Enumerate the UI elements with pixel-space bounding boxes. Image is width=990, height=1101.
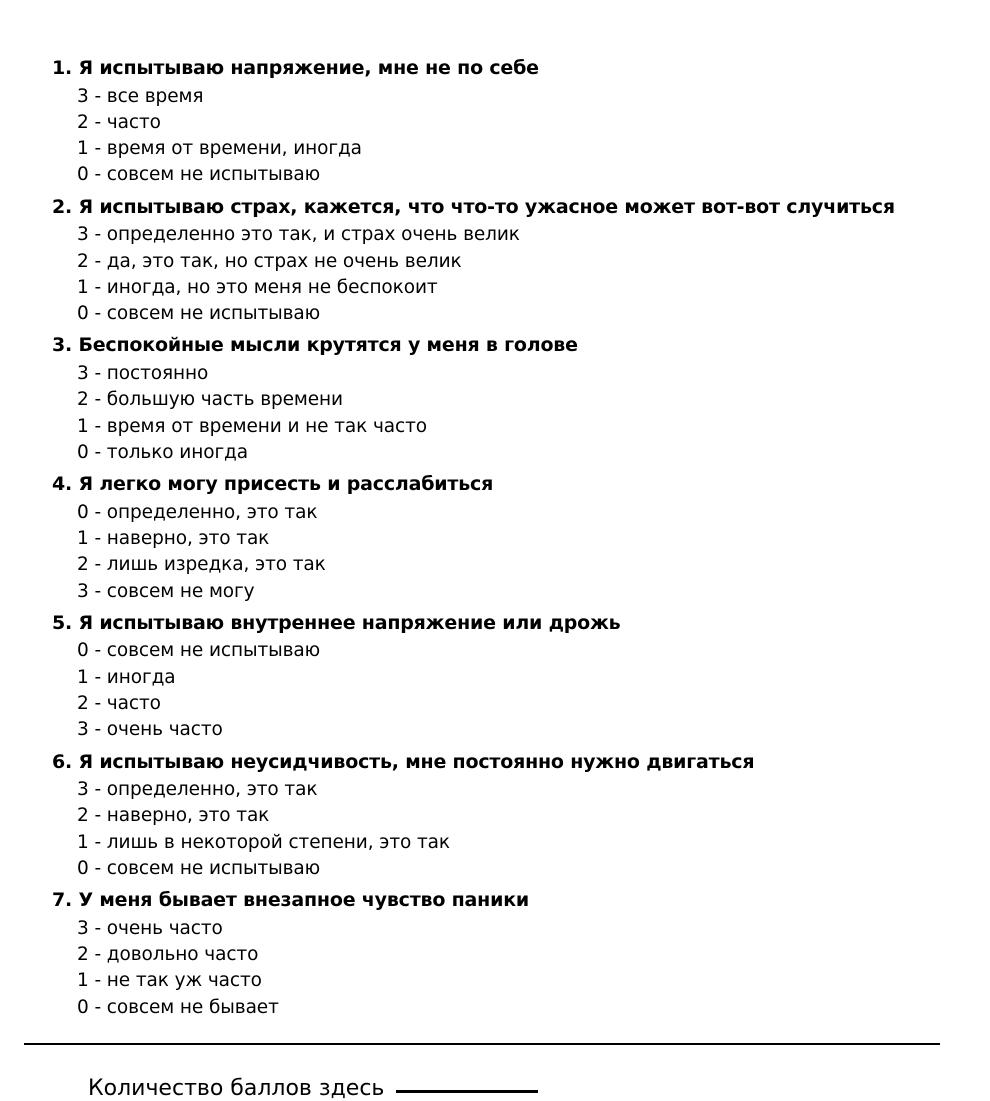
option-item[interactable]: 3 - очень часто — [77, 719, 223, 741]
option-item[interactable]: 0 - совсем не испытываю — [77, 857, 321, 879]
question-block — [52, 333, 970, 466]
question-number: 7. — [52, 889, 73, 912]
question-number: 2. — [52, 195, 73, 218]
question-number: 5. — [52, 611, 73, 634]
score-label: Количество баллов здесь — [88, 1075, 385, 1101]
question-text: Я испытываю внутреннее напряжение или дрожь — [78, 611, 621, 634]
option-list — [52, 500, 970, 605]
option-list — [52, 222, 970, 327]
question-block — [52, 195, 970, 328]
option-item[interactable]: 0 - совсем не бывает — [77, 996, 279, 1018]
option-item[interactable]: 1 - наверно, это так — [77, 528, 270, 550]
question-number: 6. — [52, 750, 73, 773]
question-block — [52, 611, 970, 744]
question-title — [52, 56, 970, 82]
option-item[interactable]: 2 - большую часть времени — [77, 389, 343, 411]
question-title — [52, 333, 970, 359]
option-item[interactable]: 0 - определенно, это так — [77, 501, 318, 523]
question-title — [52, 472, 970, 498]
option-item[interactable]: 0 - совсем не испытываю — [77, 303, 321, 325]
option-item[interactable]: 2 - часто — [77, 692, 161, 714]
option-item[interactable]: 3 - определенно это так, и страх очень велик — [77, 224, 520, 246]
option-item[interactable]: 3 - определенно, это так — [77, 779, 318, 801]
question-number: 3. — [52, 334, 73, 357]
option-list — [52, 361, 970, 466]
option-item[interactable]: 1 - не так уж часто — [77, 970, 262, 992]
option-list — [52, 777, 970, 882]
option-item[interactable]: 2 - часто — [77, 111, 161, 133]
question-text: Я испытываю неусидчивость, мне постоянно нужно двигаться — [78, 750, 755, 773]
option-list — [52, 84, 970, 189]
question-text: Беспокойные мысли крутятся у меня в голове — [78, 334, 578, 357]
option-item[interactable]: 0 - совсем не испытываю — [77, 640, 321, 662]
option-item[interactable]: 1 - время от времени, иногда — [77, 138, 362, 160]
question-block — [52, 56, 970, 189]
option-item[interactable]: 2 - лишь изредка, это так — [77, 554, 326, 576]
question-block — [52, 472, 970, 605]
option-item[interactable]: 0 - совсем не испытываю — [77, 164, 321, 186]
option-item[interactable]: 1 - время от времени и не так часто — [77, 415, 428, 437]
option-item[interactable]: 1 - иногда — [77, 666, 176, 688]
option-list — [52, 638, 970, 743]
question-title — [52, 888, 970, 914]
question-number: 4. — [52, 473, 73, 496]
question-text: У меня бывает внезапное чувство паники — [78, 889, 530, 912]
option-item[interactable]: 0 - только иногда — [77, 441, 248, 463]
question-text: Я испытываю страх, кажется, что что-то ужасное может вот-вот случиться — [78, 195, 895, 218]
option-item[interactable]: 3 - совсем не могу — [77, 580, 255, 602]
question-number: 1. — [52, 57, 73, 79]
question-block — [52, 888, 970, 1021]
option-item[interactable]: 1 - лишь в некоторой степени, это так — [77, 831, 450, 853]
option-list — [52, 916, 970, 1021]
option-item[interactable]: 3 - все время — [77, 85, 204, 107]
option-item[interactable]: 2 - да, это так, но страх не очень велик — [77, 250, 462, 272]
score-footer — [52, 1045, 970, 1101]
option-item[interactable]: 3 - очень часто — [77, 917, 223, 939]
question-title — [52, 750, 970, 776]
option-item[interactable]: 1 - иногда, но это меня не беспокоит — [77, 276, 438, 298]
score-input-blank[interactable] — [396, 1071, 538, 1093]
question-block — [52, 750, 970, 883]
question-text: Я легко могу присесть и расслабиться — [78, 473, 494, 496]
option-item[interactable]: 2 - довольно часто — [77, 944, 259, 966]
option-item[interactable]: 3 - постоянно — [77, 363, 209, 385]
question-title — [52, 611, 970, 637]
question-text: Я испытываю напряжение, мне не по себе — [78, 57, 539, 79]
option-item[interactable]: 2 - наверно, это так — [77, 805, 270, 827]
question-title — [52, 195, 970, 221]
